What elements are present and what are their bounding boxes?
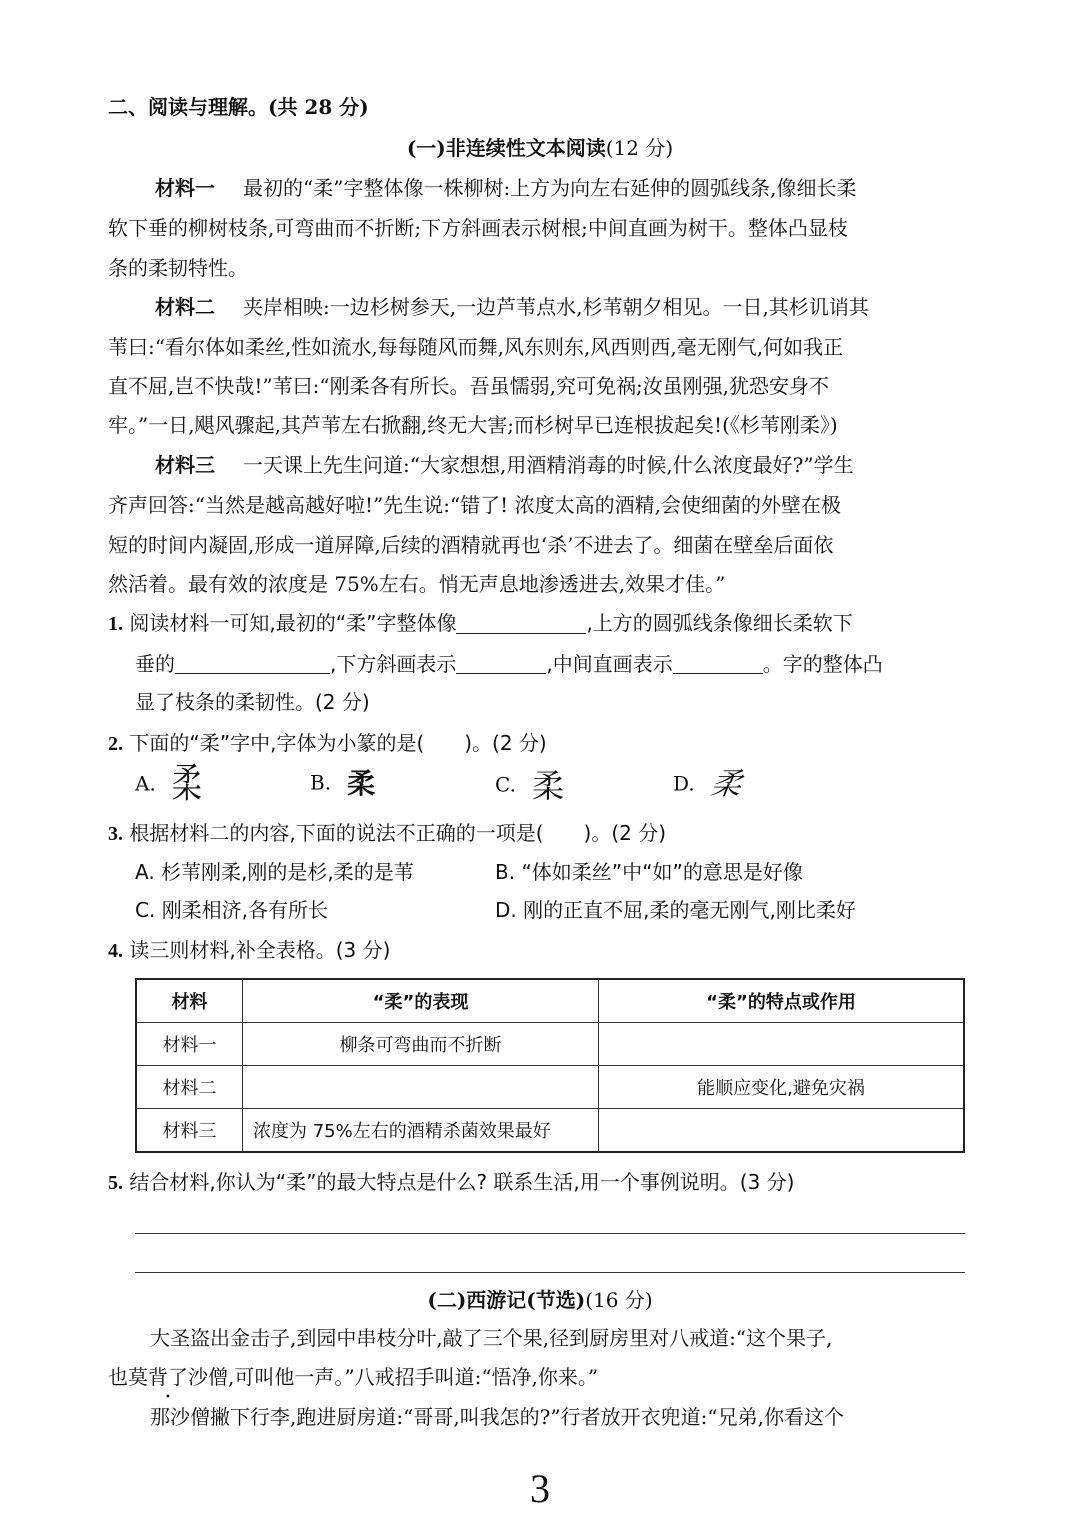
q2-option-b[interactable] xyxy=(310,767,376,800)
q3-option-b[interactable] xyxy=(495,862,803,882)
part2-title xyxy=(0,1290,1080,1310)
question-2-text-b: )。(2 分) xyxy=(464,731,547,755)
question-5-text: 结合材料,你认为“柔”的最大特点是什么? 联系生活,用一个事例说明。(3 分) xyxy=(129,1170,795,1194)
material3-line3: 短的时间内凝固,形成一道屏障,后续的酒精就再也‘杀’不进去了。细菌在壁垒后面依 xyxy=(108,533,834,557)
question-1-text-e: ,中间直画表示 xyxy=(546,652,673,676)
material2-label: 材料二 xyxy=(155,295,215,319)
q2-option-c[interactable] xyxy=(495,767,564,805)
material3-line4: 然活着。最有效的浓度是 75%左右。悄无声息地渗透进去,效果才佳。” xyxy=(108,572,726,596)
q1-blank-1[interactable] xyxy=(456,613,586,634)
question-3 xyxy=(108,823,666,844)
table-header-material: 材料 xyxy=(136,979,243,1023)
question-1-number: 1. xyxy=(108,613,123,635)
material1-label: 材料一 xyxy=(155,176,215,200)
material1-line3: 条的柔韧特性。 xyxy=(108,256,248,280)
emphasis-mark: 背了 xyxy=(148,1365,188,1389)
table-cell: 材料三 xyxy=(136,1109,243,1153)
part1-score: (12 分) xyxy=(605,136,674,160)
q2-option-b-label: B. xyxy=(310,770,332,795)
part1-title xyxy=(0,138,1080,158)
question-1-text-f: 。字的整体凸 xyxy=(762,652,883,676)
passage2-line3: 那沙僧撇下行李,跑进厨房道:“哥哥,叫我怎的?”行者放开衣兜道:“兄弟,你看这个 xyxy=(150,1405,844,1429)
table-header-row xyxy=(136,979,964,1023)
q3-option-c-label: C. xyxy=(135,898,156,922)
question-3-text-a: 根据材料二的内容,下面的说法不正确的一项是( xyxy=(129,821,544,845)
section-title: 二、阅读与理解。(共 28 分) xyxy=(108,95,369,119)
table-cell: 材料一 xyxy=(136,1023,243,1066)
q1-blank-4[interactable] xyxy=(673,653,763,674)
q2-option-d[interactable] xyxy=(673,767,744,802)
material3-line2: 齐声回答:“当然是越高越好啦!”先生说:“错了! 浓度太高的酒精,会使细菌的外壁在极 xyxy=(108,493,841,517)
table-cell: 材料二 xyxy=(136,1066,243,1109)
q3-option-a-label: A. xyxy=(135,860,155,884)
question-2 xyxy=(108,733,547,754)
question-2-text-a: 下面的“柔”字中,字体为小篆的是( xyxy=(129,731,425,755)
part2-score: (16 分) xyxy=(585,1288,653,1312)
q3-option-d-text: 刚的正直不屈,柔的毫无刚气,刚比柔好 xyxy=(523,898,856,922)
passage2-line2 xyxy=(108,1367,598,1387)
table-cell-blank[interactable] xyxy=(599,1109,965,1153)
material1-text: 最初的“柔”字整体像一株柳树:上方为向左右延伸的圆弧线条,像细长柔 xyxy=(243,176,857,200)
passage2-line2-post: 沙僧,可叫他一声。”八戒招手叫道:“悟净,你来。” xyxy=(188,1365,599,1389)
q2-option-d-label: D. xyxy=(673,771,695,796)
table-row xyxy=(136,1066,964,1109)
question-5 xyxy=(108,1172,794,1193)
question-4 xyxy=(108,940,390,961)
cursive-script-rou: 柔 xyxy=(708,767,744,802)
part1-title-text: (一)非连续性文本阅读 xyxy=(406,136,606,160)
passage2-line1: 大圣盗出金击子,到园中串枝分叶,敲了三个果,径到厨房里对八戒道:“这个果子, xyxy=(150,1326,833,1350)
table-cell: 能顺应变化,避免灾祸 xyxy=(599,1066,965,1109)
q3-option-b-label: B. xyxy=(495,860,516,884)
question-1-line2 xyxy=(135,653,883,674)
question-3-number: 3. xyxy=(108,823,123,845)
question-3-text-b: )。(2 分) xyxy=(583,821,667,845)
question-4-text: 读三则材料,补全表格。(3 分) xyxy=(129,938,391,962)
q1-blank-3[interactable] xyxy=(456,653,546,674)
bold-script-rou: 柔 xyxy=(347,767,376,800)
question-1-text-b: ,上方的圆弧线条像细长柔软下 xyxy=(586,611,853,635)
seal-script-rou: 柔 xyxy=(171,760,200,808)
table-cell: 柳条可弯曲而不折断 xyxy=(243,1023,599,1066)
material2-line4: 牢。”一日,飓风骤起,其芦苇左右掀翻,终无大害;而杉树早已连根拔起矣!(《杉苇刚柔》) xyxy=(108,413,838,437)
q2-option-a-label: A. xyxy=(135,771,156,796)
question-1-line1 xyxy=(108,613,853,634)
table-header-feature: “柔”的特点或作用 xyxy=(599,979,965,1023)
q3-option-a[interactable] xyxy=(135,862,414,882)
question-5-number: 5. xyxy=(108,1172,123,1194)
q1-blank-2[interactable] xyxy=(175,653,330,674)
material3-text: 一天课上先生问道:“大家想想,用酒精消毒的时候,什么浓度最好?”学生 xyxy=(243,453,854,477)
page-number: 3 xyxy=(530,1466,550,1511)
question-2-number: 2. xyxy=(108,733,123,755)
q3-option-d-label: D. xyxy=(495,898,517,922)
q2-option-c-label: C. xyxy=(495,772,516,797)
material3-line1 xyxy=(155,455,854,475)
table-cell-blank[interactable] xyxy=(243,1066,599,1109)
question-1-line3: 显了枝条的柔韧性。(2 分) xyxy=(135,690,370,714)
regular-script-rou: 柔 xyxy=(531,767,564,805)
question-1-text-d: ,下方斜画表示 xyxy=(330,652,457,676)
question-1-text-a: 阅读材料一可知,最初的“柔”字整体像 xyxy=(129,611,457,635)
question-4-number: 4. xyxy=(108,940,123,962)
material2-line3: 直不屈,岂不快哉!”苇曰:“刚柔各有所长。吾虽懦弱,究可免祸;汝虽刚强,犹恐安身不 xyxy=(108,374,830,398)
q3-option-b-text: “体如柔丝”中“如”的意思是好像 xyxy=(521,860,803,884)
passage2-line2-pre: 也莫 xyxy=(108,1365,148,1389)
material2-line2: 苇曰:“看尔体如柔丝,性如流水,每每随风而舞,风东则东,风西则西,毫无刚气,何如我正 xyxy=(108,335,844,359)
material2-line1 xyxy=(155,297,869,317)
table-row xyxy=(136,1109,964,1153)
q2-option-a[interactable] xyxy=(135,760,200,808)
material1-line1 xyxy=(155,178,857,198)
q3-option-c-text: 刚柔相济,各有所长 xyxy=(161,898,329,922)
table-row xyxy=(136,1023,964,1066)
material1-line2: 软下垂的柳树枝条,可弯曲而不折断;下方斜画表示树根;中间直画为树干。整体凸显枝 xyxy=(108,216,848,240)
q3-option-c[interactable] xyxy=(135,900,328,920)
q5-answer-line-1[interactable] xyxy=(135,1233,965,1234)
q5-answer-line-2[interactable] xyxy=(135,1272,965,1273)
q3-option-a-text: 杉苇刚柔,刚的是杉,柔的是苇 xyxy=(161,860,414,884)
material3-label: 材料三 xyxy=(155,453,215,477)
part2-title-text: (二)西游记(节选) xyxy=(427,1288,586,1312)
material2-text: 夹岸相映:一边杉树参天,一边芦苇点水,杉苇朝夕相见。一日,其杉讥诮其 xyxy=(243,295,869,319)
question-1-text-c: 垂的 xyxy=(135,652,175,676)
q3-option-d[interactable] xyxy=(495,900,856,920)
table-cell: 浓度为 75%左右的酒精杀菌效果最好 xyxy=(243,1109,599,1153)
table-cell-blank[interactable] xyxy=(599,1023,965,1066)
table-header-manifestation: “柔”的表现 xyxy=(243,979,599,1023)
fill-in-table xyxy=(135,978,965,1153)
